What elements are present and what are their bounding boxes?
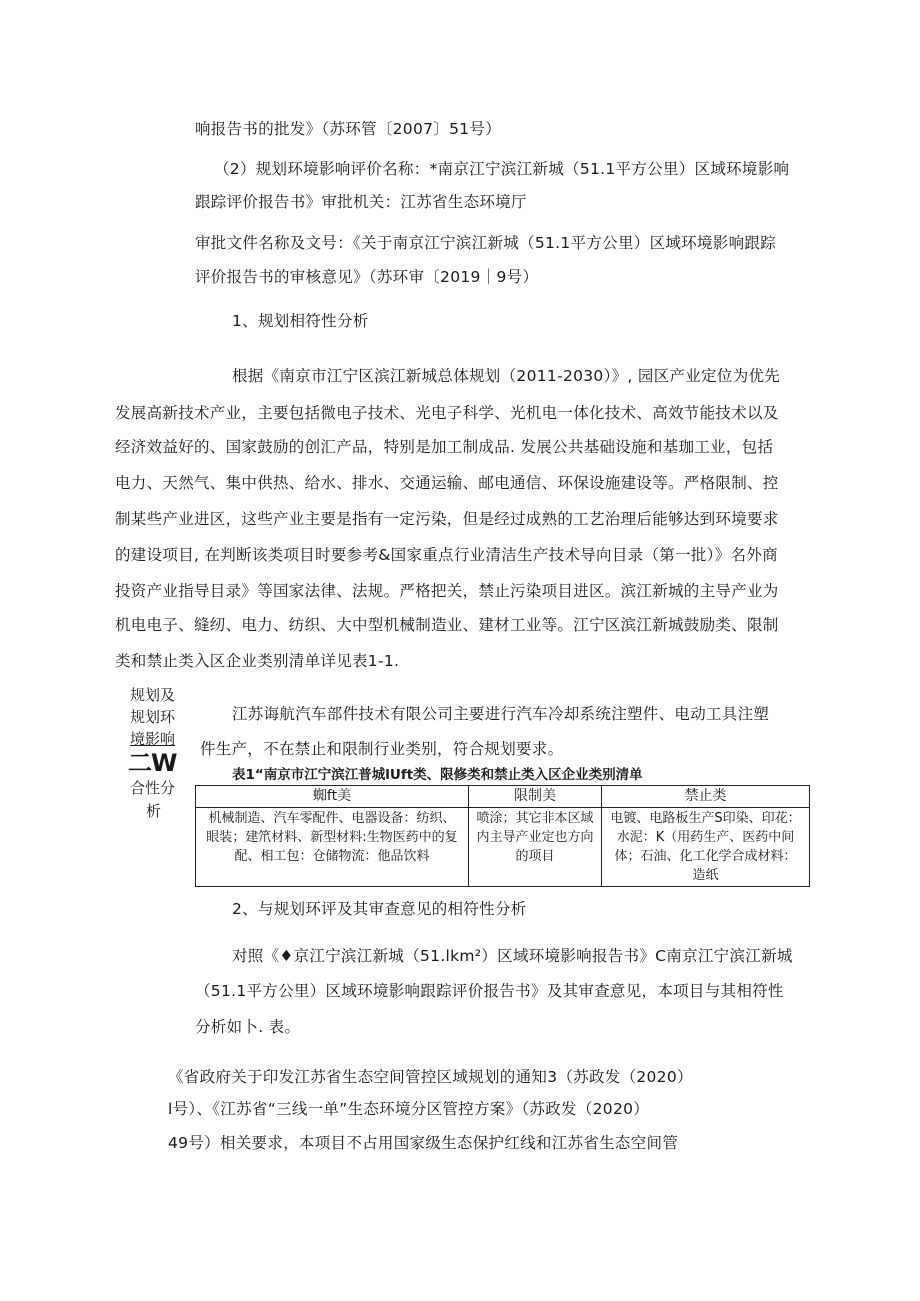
- sidebar-label: 合性分: [130, 779, 176, 797]
- cell-line: 机械制造、汽车零配件、电器设备：纺织、: [208, 811, 456, 826]
- sidebar-label-large: 二W: [128, 749, 177, 777]
- body-line: 发展高新技术产业，主要包括微电子技术、光电子科学、光机电一体化技术、高效节能技术以及: [115, 404, 779, 422]
- cell-line: 的项目: [515, 849, 555, 864]
- sidebar-label: 规划及: [130, 686, 176, 704]
- body-line: 制某些产业进区，这些产业主要是指有一定污染，但是经过成熟的工艺治理后能够达到环境要求: [115, 510, 779, 528]
- body-line: 审批文件名称及文号：《关于南京江宁滨江新城（51.1平方公里）区域环境影响跟踪: [195, 234, 776, 252]
- cell-line: 造纸: [692, 868, 719, 883]
- table-header-row: [196, 786, 810, 808]
- body-line: 根据《南京市江宁区滨江新城总体规划（2011-2030）》, 园区产业定位为优先: [232, 367, 781, 385]
- body-line: 投资产业指导目录》等国家法律、法规。严格把关，禁止污染项目进区。滨江新城的主导产业为: [115, 582, 779, 600]
- sidebar-label: 规划环: [130, 708, 176, 726]
- cell-encouraged: [196, 808, 469, 887]
- header-encouraged: 蜘ft美: [196, 786, 469, 808]
- body-line: 《省政府关于印发江苏省生态空间管控区域规划的通知3（苏政发（2020）: [168, 1068, 693, 1086]
- cell-restricted: [469, 808, 602, 887]
- section-heading: 1、规划相符性分析: [232, 312, 369, 330]
- cell-line: 水泥：K（用药生产、医药中间: [616, 830, 795, 845]
- cell-prohibited: [602, 808, 810, 887]
- body-line: 跟踪评价报告书》审批机关：江苏省生态环境厅: [195, 193, 527, 211]
- cell-line: 内主导产业定也方向: [476, 830, 594, 845]
- table-row: [196, 808, 810, 887]
- section-heading: 2、与规划环评及其审查意见的相符性分析: [232, 900, 527, 918]
- body-line: 对照《♦京江宁滨江新城（51.lkm²）区域环境影响报告书》C南京江宁滨江新城: [232, 947, 793, 965]
- body-line: 分析如卜. 表。: [195, 1018, 301, 1036]
- body-line: 江苏诲航汽车部件技术有限公司主要进行汽车冷却系统注塑件、电动工具注塑: [232, 705, 770, 723]
- body-line: 经济效益好的、国家鼓励的创汇产品，特别是加工制成品. 发展公共基础设施和基珈工业，包括: [115, 438, 774, 456]
- body-line: 电力、天然气、集中供热、给水、排水、交通运输、邮电通信、环保设施建设等。严格限制、控: [115, 474, 779, 492]
- body-line: （51.1平方公里）区域环境影响跟踪评价报告书》及其审查意见，本项目与其相符性: [195, 982, 784, 1000]
- body-line: （2）规划环境影响评价名称：*南京江宁滨江新城（51.1平方公里）区域环境影响: [214, 160, 790, 178]
- body-line: 响报告书的批发》（苏环管〔2007〕51号）: [195, 120, 502, 138]
- cell-line: 电镀、电路板生产S印染、印花：: [610, 811, 801, 826]
- sidebar-label: 析: [146, 802, 162, 820]
- body-line: 件生产，不在禁止和限制行业类别，符合规划要求。: [200, 740, 564, 758]
- body-line: 机电电子、缝纫、电力、纺织、大中型机械制造业、建材工业等。江宁区滨江新城鼓励类、限制: [115, 616, 779, 634]
- body-line: l号）、《江苏省“三线一单”生态环境分区管控方案》（苏政发（2020）: [168, 1100, 650, 1118]
- cell-line: 配、相工包：仓储物流：他品饮料: [234, 849, 430, 864]
- header-prohibited: 禁止类: [602, 786, 810, 808]
- cell-line: 体；石油、化工化学合成材料：: [614, 849, 797, 864]
- table-caption: 表1“南京市江宁滨江普城lUft类、限修类和禁止类入区企业类别清单: [232, 767, 643, 783]
- body-line: 类和禁止类入区企业类别清单详见表1-1.: [115, 652, 400, 670]
- body-line: 49号）相关要求，本项目不占用国家级生态保护红线和江苏省生态空间管: [168, 1134, 679, 1152]
- category-table: [195, 785, 810, 887]
- body-line: 的建设项目, 在判断该类项目时要参考&国家重点行业清洁生产技术导向目录（第一批）》名外商: [115, 546, 778, 564]
- cell-line: 喷涂；其它非本区域: [476, 811, 594, 826]
- header-restricted: 限制美: [469, 786, 602, 808]
- cell-line: 眼装；建笊材料、新型材料:生物医药中的复: [206, 830, 458, 845]
- body-line: 评价报告书的审核意见》（苏环审〔2019｜9号）: [195, 268, 539, 286]
- sidebar-label: 境影响: [130, 730, 176, 748]
